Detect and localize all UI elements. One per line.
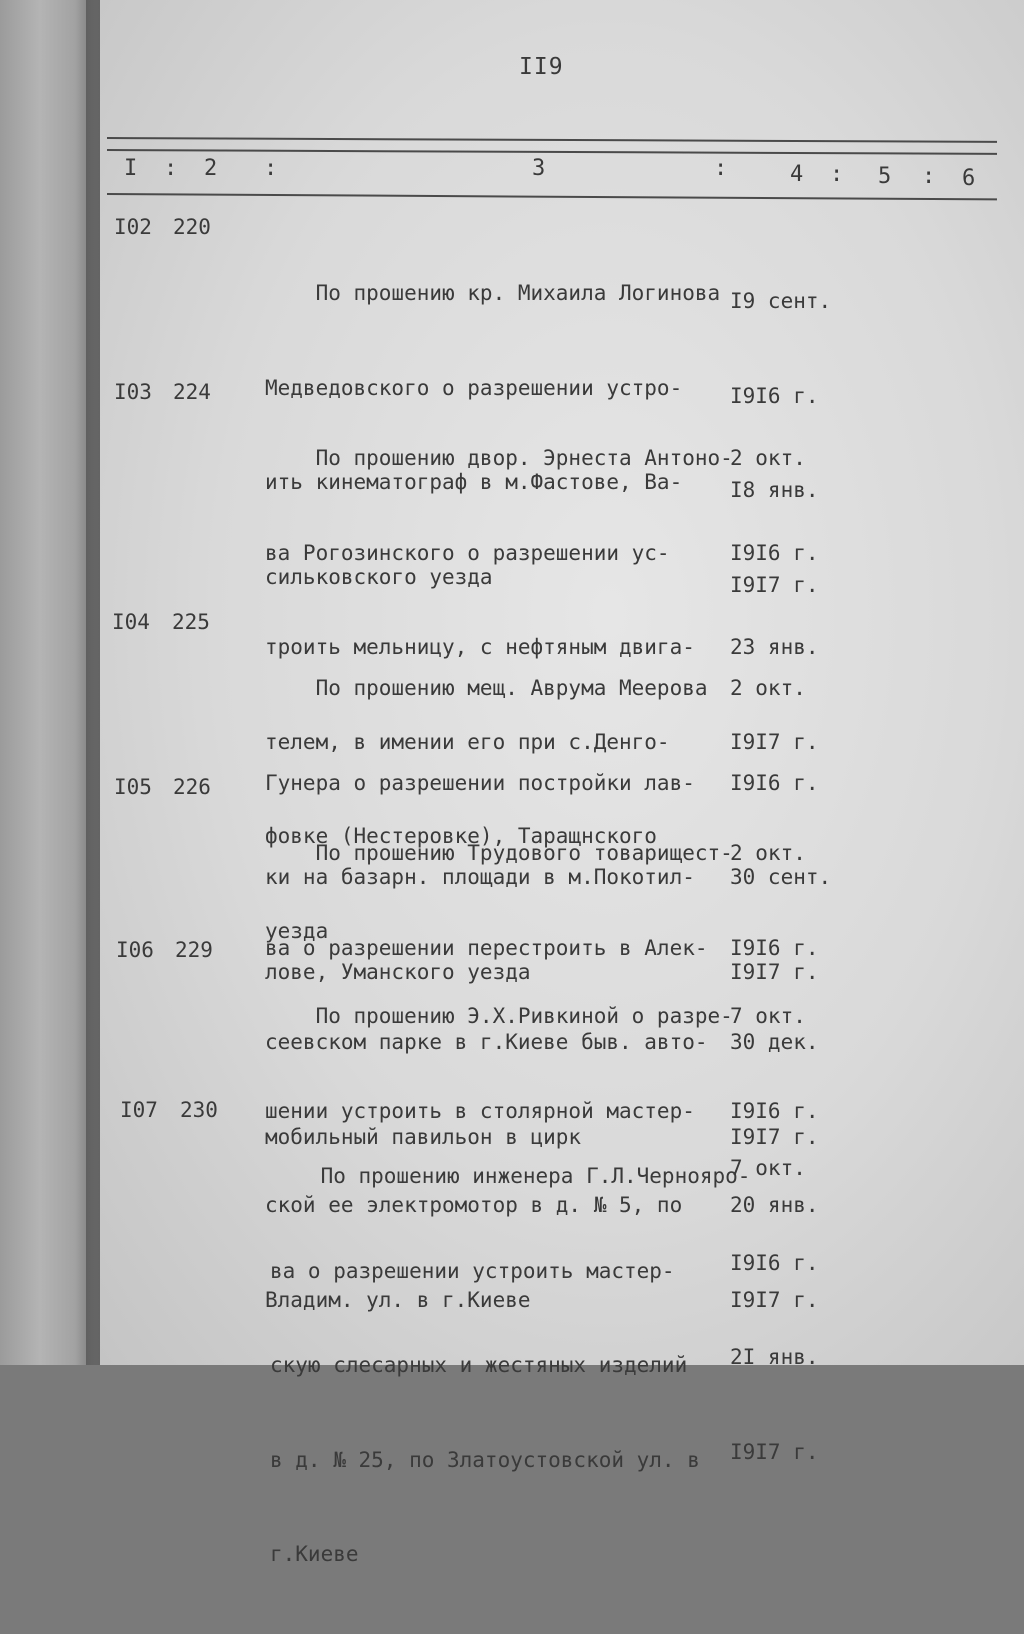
date-line: I9I7 г. <box>730 1124 819 1149</box>
date-line: 23 янв. <box>730 635 819 659</box>
description-line: ва о разрешении устроить мастер- <box>270 1258 675 1283</box>
description-line: По прошению мещ. Аврума Меерова <box>265 676 708 700</box>
description-line: ской ее электромотор в д. № 5, по <box>265 1193 683 1217</box>
date-line: I9 сент. <box>730 289 832 313</box>
description-line: ва Рогозинского о разрешении ус- <box>265 540 670 565</box>
description-line: По прошению инженера Г.Л.Чернояро- <box>270 1164 751 1188</box>
description-line: скую слесарных и жестяных изделий <box>270 1353 688 1377</box>
header-rule-top <box>107 137 997 143</box>
date-line: 2 окт. <box>730 841 806 865</box>
archive-page <box>100 0 1024 1566</box>
description-line: уезда <box>265 918 329 943</box>
date-line: I9I6 г. <box>730 935 819 960</box>
date-line: I9I7 г. <box>730 1287 819 1312</box>
column-header-3: 3 <box>532 156 546 181</box>
header-rule-bottom <box>107 193 997 200</box>
description-line: Медведовского о разрешении устро- <box>265 375 683 400</box>
column-header-6: 6 <box>962 166 976 191</box>
date-line: 30 сент. <box>730 865 832 889</box>
entry-code: 225 <box>172 610 210 634</box>
date-line: 2 окт. <box>730 446 806 470</box>
column-separator: : <box>264 156 278 181</box>
entry-code: 230 <box>180 1098 218 1122</box>
column-header-1: I <box>124 156 138 181</box>
date-line: 20 янв. <box>730 1193 819 1217</box>
description-line: г.Киеве <box>270 1542 359 1566</box>
description-line: Гунера о разрешении постройки лав- <box>265 770 695 795</box>
date-line: 2 окт. <box>730 676 806 700</box>
description-line: сеевском парке в г.Киеве быв. авто- <box>265 1030 708 1054</box>
facing-page-edge <box>0 0 100 1365</box>
date-line: I9I6 г. <box>730 1250 819 1275</box>
column-separator: : <box>164 156 178 181</box>
description-line: троить мельницу, с нефтяным двига- <box>265 635 695 659</box>
entry-code: 226 <box>173 775 211 799</box>
date-line: I9I7 г. <box>730 572 819 597</box>
column-header-2: 2 <box>204 156 218 181</box>
page-number: II9 <box>519 54 564 80</box>
description-line: сильковского уезда <box>265 564 493 589</box>
date-line: I9I6 г. <box>730 1098 819 1123</box>
column-separator: : <box>830 162 844 187</box>
date-line: I8 янв. <box>730 478 819 502</box>
entry-code: 220 <box>173 215 211 239</box>
date-line: I9I7 г. <box>730 1439 819 1464</box>
description-line: фовке (Нестеровке), Таращнского <box>265 824 657 848</box>
description-line: в д. № 25, по Златоустовской ул. в <box>270 1447 700 1472</box>
date-line: 7 окт. <box>730 1156 806 1180</box>
date-line: I9I6 г. <box>730 383 819 408</box>
entry-number: I03 <box>114 380 152 404</box>
entry-code: 224 <box>173 380 211 404</box>
date-line: I9I6 г. <box>730 540 819 565</box>
header-rule-second <box>107 149 997 155</box>
description-line: шении устроить в столярной мастер- <box>265 1098 695 1123</box>
description-line: телем, в имении его при с.Денго- <box>265 729 670 754</box>
entry-number: I06 <box>116 938 154 962</box>
description-line: ки на базарн. площади в м.Покотил- <box>265 865 695 889</box>
description-line: По прошению Трудового товарищест- <box>265 841 733 865</box>
entry-number: I04 <box>112 610 150 634</box>
entry-dates <box>730 1090 831 1531</box>
description-line: ить кинематограф в м.Фастове, Ва- <box>265 470 683 494</box>
column-separator: : <box>922 164 936 189</box>
description-line: Владим. ул. в г.Киеве <box>265 1287 531 1312</box>
description-line: ва о разрешении перестроить в Алек- <box>265 935 708 960</box>
description-line: По прошению двор. Эрнеста Антоно- <box>265 446 733 470</box>
date-line: I9I6 г. <box>730 770 819 795</box>
entry-number: I02 <box>114 215 152 239</box>
description-line: По прошению кр. Михаила Логинова <box>265 281 721 305</box>
description-line: мобильный павильон в цирк <box>265 1124 582 1149</box>
date-line: 30 дек. <box>730 1030 819 1054</box>
entry-description <box>270 1098 751 1634</box>
date-line: 2I янв. <box>730 1345 819 1369</box>
description-line: лове, Уманского уезда <box>265 959 531 984</box>
column-header-5: 5 <box>878 164 892 189</box>
column-header-4: 4 <box>790 162 804 187</box>
entry-code: 229 <box>175 938 213 962</box>
entry-number: I05 <box>114 775 152 799</box>
description-line: По прошению Э.Х.Ривкиной о разре- <box>265 1004 733 1028</box>
date-line: I9I7 г. <box>730 959 819 984</box>
date-line: I9I7 г. <box>730 729 819 754</box>
entry-number: I07 <box>120 1098 158 1122</box>
column-separator: : <box>714 156 728 181</box>
date-line: 7 окт. <box>730 1004 806 1028</box>
